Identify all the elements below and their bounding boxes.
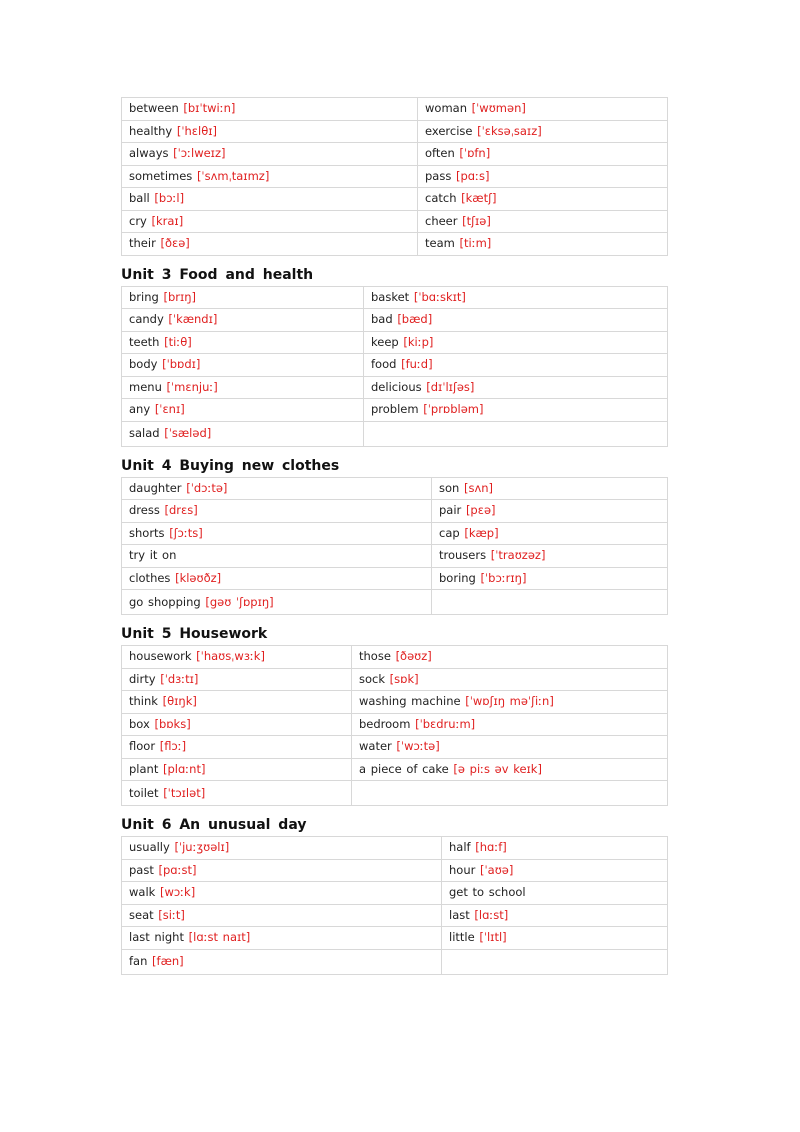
vocab-cell <box>122 188 418 211</box>
vocab-cell <box>122 399 364 422</box>
vocab-cell <box>432 545 668 568</box>
vocab-word: food <box>371 357 397 372</box>
vocab-cell <box>352 736 668 759</box>
phonetic-transcription: [kraɪ] <box>151 213 184 228</box>
vocab-word: pass <box>425 168 452 183</box>
table-row <box>122 98 668 121</box>
vocab-word: bedroom <box>359 716 411 731</box>
phonetic-transcription: [ˈɒfn] <box>459 146 491 161</box>
phonetic-transcription: [ˈkændɪ] <box>168 312 218 327</box>
vocab-word: salad <box>129 426 160 440</box>
vocab-cell <box>352 758 668 781</box>
section-title: Unit 3 Food and health <box>121 266 314 283</box>
vocab-cell <box>122 545 432 568</box>
phonetic-transcription: [dɪˈlɪʃəs] <box>426 379 475 394</box>
phonetic-transcription: [ə piːs əv keɪk] <box>453 761 542 776</box>
vocab-cell <box>122 736 352 759</box>
vocab-cell <box>122 904 442 927</box>
phonetic-transcription: [ðɛə] <box>160 236 190 251</box>
phonetic-transcription: [bɔːl] <box>154 191 185 206</box>
vocab-cell <box>352 781 668 806</box>
table-row <box>122 399 668 422</box>
phonetic-transcription: [ˈbɒdɪ] <box>162 357 201 372</box>
vocab-cell <box>122 421 364 446</box>
vocab-word: often <box>425 146 455 161</box>
vocab-word: cheer <box>425 213 458 228</box>
vocab-cell <box>432 590 668 615</box>
phonetic-transcription: [tiːm] <box>459 236 492 251</box>
phonetic-transcription: [hɑːf] <box>475 840 507 855</box>
vocab-word: delicious <box>371 379 422 394</box>
vocab-cell <box>122 376 364 399</box>
phonetic-transcription: [ˈwɒʃɪŋ məˈʃiːn] <box>465 694 554 709</box>
phonetic-transcription: [ˈtɔɪlət] <box>163 785 206 800</box>
table-row <box>122 949 668 974</box>
vocabulary-table <box>121 97 668 256</box>
vocab-cell <box>418 120 668 143</box>
phonetic-transcription: [pɑːst] <box>158 862 197 877</box>
vocab-word: ball <box>129 191 150 206</box>
phonetic-transcription: [kləʊðz] <box>175 570 222 585</box>
vocab-word: go shopping <box>129 594 201 609</box>
vocab-cell <box>122 477 432 500</box>
phonetic-transcription: [ˈdɜːtɪ] <box>160 671 199 686</box>
vocab-word: body <box>129 357 158 372</box>
phonetic-transcription: [ˈprɒbləm] <box>423 402 484 417</box>
vocab-cell <box>122 210 418 233</box>
table-row <box>122 646 668 669</box>
table-row <box>122 500 668 523</box>
vocab-word: past <box>129 862 154 877</box>
section-title: Unit 4 Buying new clothes <box>121 457 340 474</box>
vocabulary-table <box>121 286 668 447</box>
table-row <box>122 286 668 309</box>
vocab-word: son <box>439 480 460 495</box>
vocab-cell <box>122 567 432 590</box>
vocab-cell <box>442 904 668 927</box>
table-row <box>122 376 668 399</box>
vocabulary-table <box>121 836 668 975</box>
vocab-word: washing machine <box>359 694 461 709</box>
phonetic-transcription: [wɔːk] <box>159 885 196 900</box>
table-row <box>122 736 668 759</box>
vocab-cell <box>352 668 668 691</box>
vocab-word: plant <box>129 761 159 776</box>
phonetic-transcription: [ˈdɔːtə] <box>186 480 228 495</box>
phonetic-transcription: [kiːp] <box>403 334 434 349</box>
table-row <box>122 758 668 781</box>
vocab-cell <box>364 354 668 377</box>
vocab-word: hour <box>449 862 476 877</box>
phonetic-transcription: [bæd] <box>397 312 433 327</box>
vocab-cell <box>122 668 352 691</box>
vocabulary-table <box>121 645 668 806</box>
vocab-word: try it on <box>129 548 177 563</box>
vocab-cell <box>418 165 668 188</box>
vocab-cell <box>122 859 442 882</box>
vocab-word: floor <box>129 739 156 754</box>
vocab-cell <box>122 882 442 905</box>
vocab-cell <box>364 421 668 446</box>
table-row <box>122 120 668 143</box>
vocab-word: between <box>129 101 179 116</box>
table-row <box>122 233 668 256</box>
phonetic-transcription: [ðəʊz] <box>395 649 432 664</box>
vocab-word: water <box>359 739 392 754</box>
phonetic-transcription: [drɛs] <box>164 503 198 518</box>
phonetic-transcription: [ˈɔːlweɪz] <box>173 146 226 161</box>
vocab-word: last <box>449 907 470 922</box>
vocab-cell <box>418 210 668 233</box>
table-row <box>122 545 668 568</box>
vocab-word: shorts <box>129 525 165 540</box>
vocab-word: basket <box>371 289 410 304</box>
vocab-cell <box>442 859 668 882</box>
vocab-cell <box>352 691 668 714</box>
phonetic-transcription: [pɛə] <box>465 503 496 518</box>
table-row <box>122 354 668 377</box>
vocab-word: exercise <box>425 123 473 138</box>
vocab-cell <box>418 98 668 121</box>
phonetic-transcription: [ˈaʊə] <box>480 862 514 877</box>
phonetic-transcription: [ˈɛksəˌsaɪz] <box>477 123 542 138</box>
phonetic-transcription: [tʃɪə] <box>462 213 491 228</box>
phonetic-transcription: [ˈlɪtl] <box>479 930 507 945</box>
vocab-cell <box>122 927 442 950</box>
phonetic-transcription: [siːt] <box>158 907 185 922</box>
phonetic-transcription: [bɪˈtwiːn] <box>183 101 236 116</box>
phonetic-transcription: [ˈsʌmˌtaɪmz] <box>196 168 270 183</box>
phonetic-transcription: [brɪŋ] <box>163 289 197 304</box>
vocab-word: trousers <box>439 548 487 563</box>
vocab-word: menu <box>129 379 162 394</box>
table-row <box>122 477 668 500</box>
vocab-cell <box>364 309 668 332</box>
vocab-word: toilet <box>129 785 159 800</box>
phonetic-transcription: [lɑːst naɪt] <box>188 930 251 945</box>
vocab-word: a piece of cake <box>359 761 449 776</box>
vocab-word: usually <box>129 840 170 855</box>
vocab-cell <box>122 98 418 121</box>
phonetic-transcription: [ˈtraʊzəz] <box>490 548 546 563</box>
vocab-word: always <box>129 146 169 161</box>
phonetic-transcription: [ʃɔːts] <box>169 525 203 540</box>
vocab-cell <box>418 143 668 166</box>
table-row <box>122 859 668 882</box>
vocab-cell <box>122 309 364 332</box>
vocab-word: healthy <box>129 123 173 138</box>
phonetic-transcription: [bɒks] <box>154 716 191 731</box>
vocab-cell <box>122 522 432 545</box>
vocab-cell <box>352 713 668 736</box>
vocab-word: their <box>129 236 156 251</box>
vocab-cell <box>352 646 668 669</box>
vocab-cell <box>364 331 668 354</box>
vocab-cell <box>122 120 418 143</box>
vocab-word: pair <box>439 503 462 518</box>
table-row <box>122 882 668 905</box>
phonetic-transcription: [lɑːst] <box>474 907 509 922</box>
phonetic-transcription: [sɒk] <box>389 671 419 686</box>
table-row <box>122 927 668 950</box>
phonetic-transcription: [ˈbɛdruːm] <box>415 716 476 731</box>
vocab-word: problem <box>371 402 419 417</box>
table-row <box>122 143 668 166</box>
vocab-word: teeth <box>129 334 160 349</box>
vocab-cell <box>364 399 668 422</box>
phonetic-transcription: [ˈhaʊsˌwɜːk] <box>196 649 265 664</box>
vocab-word: housework <box>129 649 192 664</box>
vocab-cell <box>432 522 668 545</box>
vocab-word: cap <box>439 525 460 540</box>
phonetic-transcription: [kætʃ] <box>461 191 497 206</box>
vocab-word: those <box>359 649 391 664</box>
vocab-word: think <box>129 694 158 709</box>
vocab-word: bad <box>371 312 393 327</box>
vocab-word: walk <box>129 885 156 900</box>
table-row <box>122 188 668 211</box>
vocab-cell <box>122 354 364 377</box>
vocab-word: sometimes <box>129 168 193 183</box>
phonetic-transcription: [θɪŋk] <box>162 694 197 709</box>
vocab-cell <box>442 882 668 905</box>
vocab-cell <box>122 143 418 166</box>
vocab-word: any <box>129 402 151 417</box>
vocab-word: boring <box>439 570 476 585</box>
section-title: Unit 6 An unusual day <box>121 817 307 833</box>
table-row <box>122 691 668 714</box>
vocab-cell <box>122 781 352 806</box>
vocab-word: get to school <box>449 885 526 900</box>
vocabulary-table <box>121 477 668 616</box>
phonetic-transcription: [ˈwʊmən] <box>471 101 526 116</box>
phonetic-transcription: [gəʊ ˈʃɒpɪŋ] <box>205 594 274 609</box>
phonetic-transcription: [ˈhɛlθɪ] <box>176 123 218 138</box>
phonetic-transcription: [ˈbɑːskɪt] <box>413 289 466 304</box>
phonetic-transcription: [ˈwɔːtə] <box>396 739 440 754</box>
vocab-word: keep <box>371 334 399 349</box>
table-row <box>122 165 668 188</box>
vocab-cell <box>122 949 442 974</box>
table-row <box>122 837 668 860</box>
vocab-word: bring <box>129 289 159 304</box>
vocab-cell <box>122 331 364 354</box>
vocab-cell <box>442 927 668 950</box>
vocab-word: cry <box>129 213 147 228</box>
table-row <box>122 781 668 806</box>
vocab-word: woman <box>425 101 467 116</box>
phonetic-transcription: [tiːθ] <box>164 334 192 349</box>
table-row <box>122 713 668 736</box>
phonetic-transcription: [ˈbɔːrɪŋ] <box>480 570 527 585</box>
vocab-cell <box>122 713 352 736</box>
vocab-word: clothes <box>129 570 171 585</box>
table-row <box>122 590 668 615</box>
vocab-cell <box>122 758 352 781</box>
phonetic-transcription: [fuːd] <box>401 357 433 372</box>
phonetic-transcription: [plɑːnt] <box>163 761 206 776</box>
vocab-word: daughter <box>129 480 182 495</box>
vocab-cell <box>122 500 432 523</box>
vocab-word: sock <box>359 671 386 686</box>
vocab-cell <box>364 376 668 399</box>
vocab-word: fan <box>129 954 148 968</box>
table-row <box>122 522 668 545</box>
vocab-word: little <box>449 930 475 945</box>
table-row <box>122 309 668 332</box>
vocab-cell <box>418 188 668 211</box>
vocab-word: last night <box>129 930 184 945</box>
table-row <box>122 904 668 927</box>
table-row <box>122 331 668 354</box>
phonetic-transcription: [fæn] <box>152 954 184 968</box>
vocab-word: team <box>425 236 455 251</box>
table-row <box>122 567 668 590</box>
table-row <box>122 668 668 691</box>
phonetic-transcription: [pɑːs] <box>456 168 490 183</box>
vocab-cell <box>364 286 668 309</box>
vocab-word: box <box>129 716 150 731</box>
vocab-cell <box>418 233 668 256</box>
table-row <box>122 210 668 233</box>
vocab-cell <box>122 646 352 669</box>
table-row <box>122 421 668 446</box>
vocab-cell <box>122 590 432 615</box>
phonetic-transcription: [sʌn] <box>463 480 494 495</box>
vocab-cell <box>442 949 668 974</box>
phonetic-transcription: [kæp] <box>464 525 499 540</box>
phonetic-transcription: [flɔː] <box>159 739 187 754</box>
vocab-cell <box>122 286 364 309</box>
document-body <box>121 97 667 975</box>
vocab-cell <box>432 567 668 590</box>
section-title: Unit 5 Housework <box>121 626 268 642</box>
vocab-word: half <box>449 840 471 855</box>
vocab-word: seat <box>129 907 154 922</box>
vocab-cell <box>442 837 668 860</box>
vocab-word: dirty <box>129 671 156 686</box>
vocab-cell <box>122 837 442 860</box>
vocab-cell <box>432 477 668 500</box>
phonetic-transcription: [ˈjuːʒʊəlɪ] <box>174 840 230 855</box>
phonetic-transcription: [ˈsæləd] <box>164 426 212 440</box>
vocab-cell <box>122 233 418 256</box>
vocab-cell <box>122 165 418 188</box>
vocab-word: candy <box>129 312 164 327</box>
phonetic-transcription: [ˈɛnɪ] <box>154 402 185 417</box>
phonetic-transcription: [ˈmɛnjuː] <box>166 379 218 394</box>
vocab-cell <box>122 691 352 714</box>
vocab-cell <box>432 500 668 523</box>
vocab-word: catch <box>425 191 457 206</box>
vocab-word: dress <box>129 503 160 518</box>
